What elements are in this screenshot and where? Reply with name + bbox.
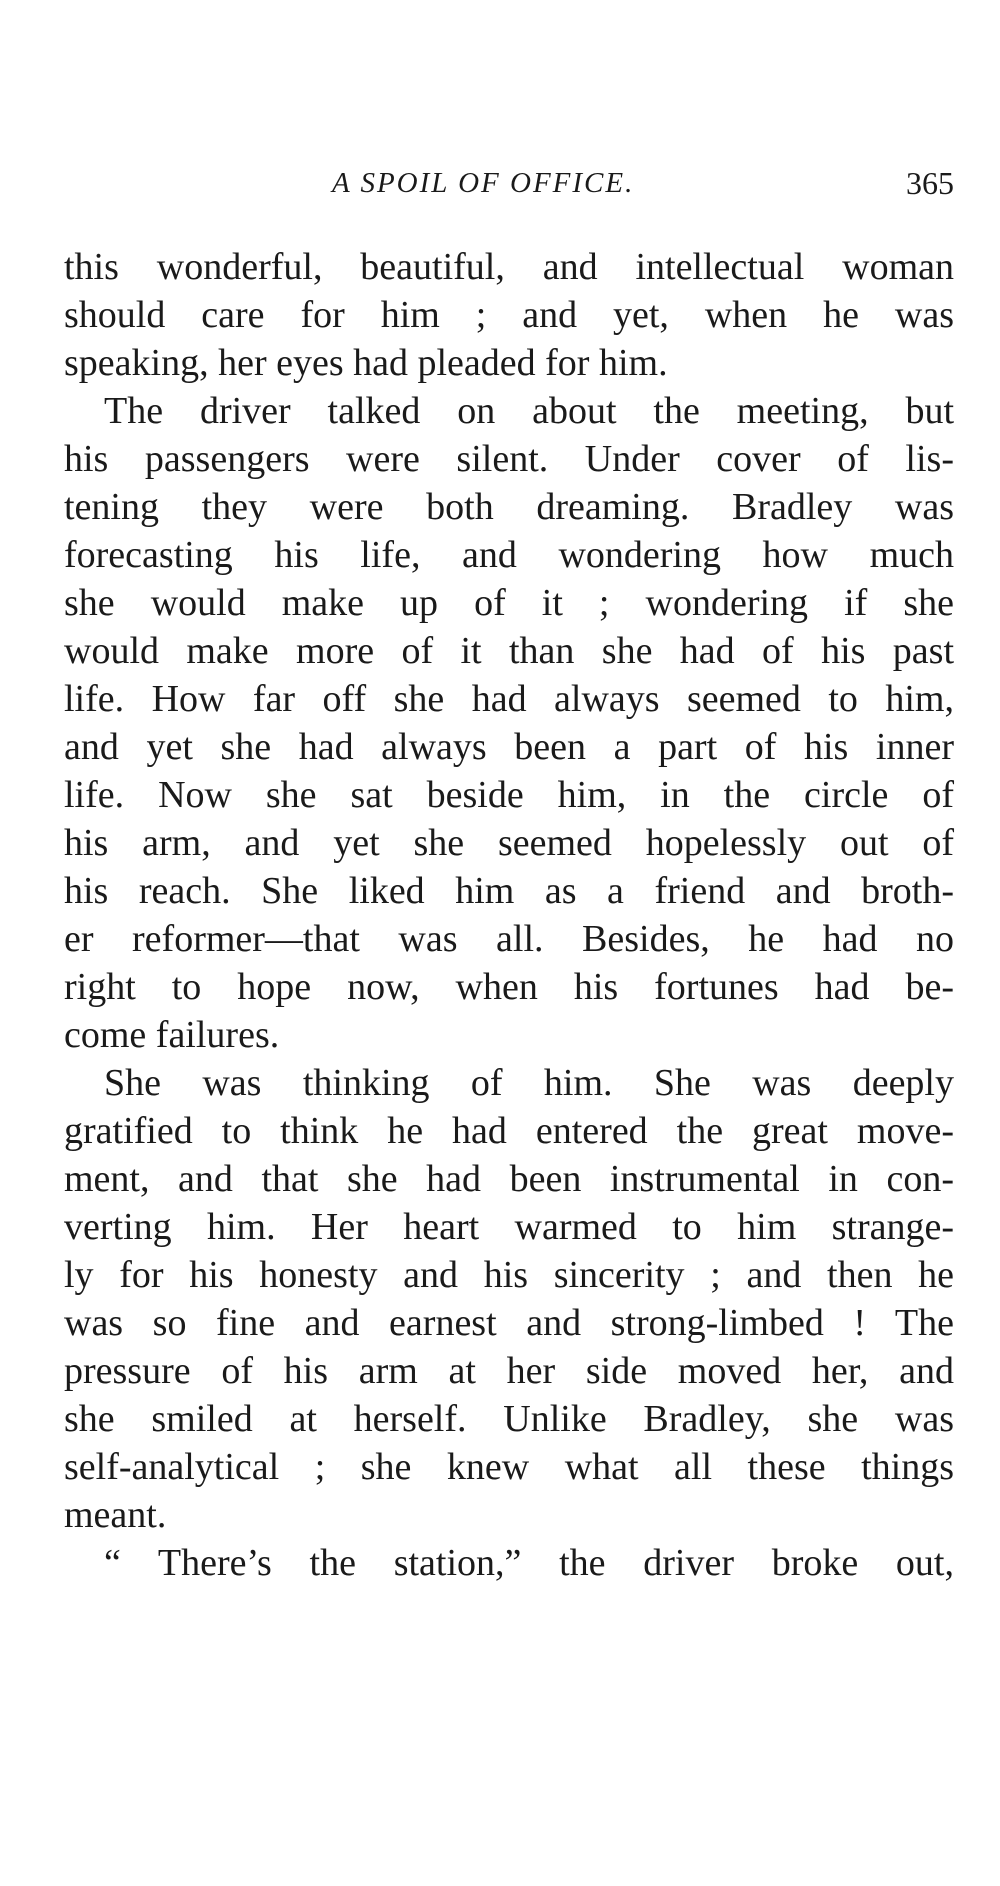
text-line: tening they were both dreaming. Bradley was xyxy=(64,486,954,528)
text-line: gratified to think he had entered the great move- xyxy=(64,1110,954,1152)
text-line: come failures. xyxy=(64,1014,280,1056)
paragraph-start-line: The driver talked on about the meeting, but xyxy=(104,390,954,432)
body-text xyxy=(64,243,954,1587)
text-line: forecasting his life, and wondering how much xyxy=(64,534,954,576)
text-line: self-analytical ; she knew what all these things xyxy=(64,1446,954,1488)
running-title: A SPOIL OF OFFICE. xyxy=(332,167,635,199)
text-line: ment, and that she had been instrumental in con- xyxy=(64,1158,954,1200)
text-line: life. How far off she had always seemed to him, xyxy=(64,678,954,720)
text-line: she would make up of it ; wondering if she xyxy=(64,582,954,624)
text-line: ly for his honesty and his sincerity ; and then he xyxy=(64,1254,954,1296)
text-line: was so fine and earnest and strong-limbed ! The xyxy=(64,1302,954,1344)
text-line: she smiled at herself. Unlike Bradley, she was xyxy=(64,1398,954,1440)
text-line: meant. xyxy=(64,1494,167,1536)
text-line: speaking, her eyes had pleaded for him. xyxy=(64,342,668,384)
paragraph-start-line: “ There’s the station,” the driver broke out, xyxy=(104,1542,954,1584)
text-line: should care for him ; and yet, when he was xyxy=(64,294,954,336)
text-line: his passengers were silent. Under cover of lis- xyxy=(64,438,954,480)
text-line: verting him. Her heart warmed to him strange- xyxy=(64,1206,954,1248)
text-line: would make more of it than she had of his past xyxy=(64,630,954,672)
text-line: life. Now she sat beside him, in the circle of xyxy=(64,774,954,816)
running-head xyxy=(64,163,954,203)
text-line: right to hope now, when his fortunes had be- xyxy=(64,966,954,1008)
paragraph-start-line: She was thinking of him. She was deeply xyxy=(104,1062,954,1104)
text-line: his arm, and yet she seemed hopelessly out of xyxy=(64,822,954,864)
text-line: pressure of his arm at her side moved her, and xyxy=(64,1350,954,1392)
text-line: er reformer—that was all. Besides, he had no xyxy=(64,918,954,960)
text-line: his reach. She liked him as a friend and broth- xyxy=(64,870,954,912)
text-line: this wonderful, beautiful, and intellectual woman xyxy=(64,246,954,288)
text-line: and yet she had always been a part of his inner xyxy=(64,726,954,768)
page-number: 365 xyxy=(906,165,954,201)
